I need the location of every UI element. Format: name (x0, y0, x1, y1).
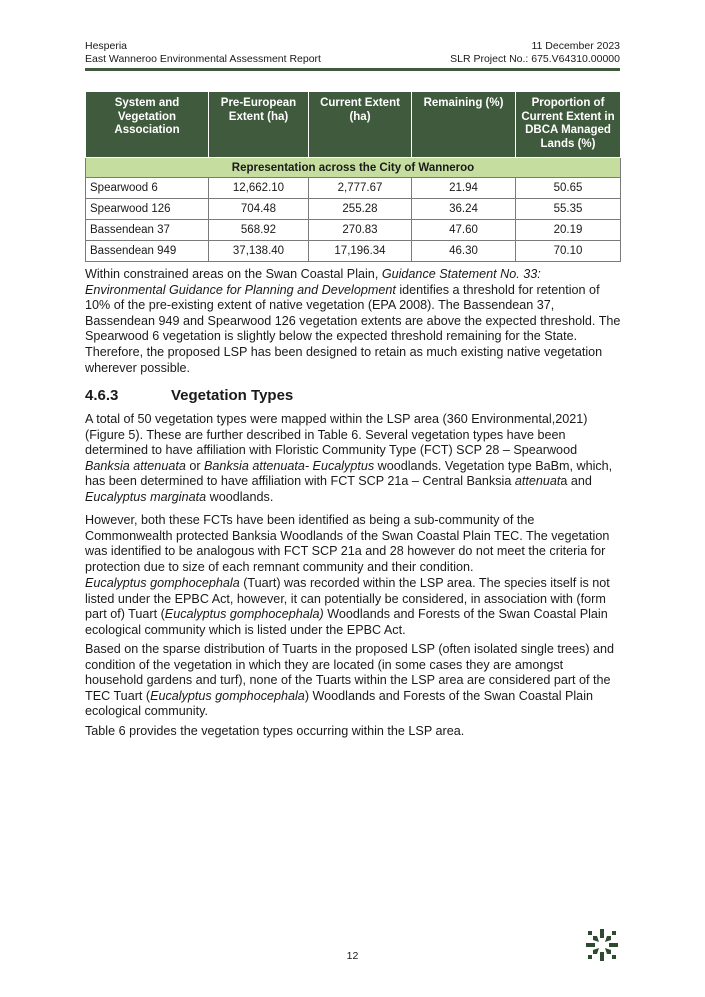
species-name: Eucalyptus gomphocephala (150, 688, 305, 703)
table-row (86, 199, 621, 220)
table-cell: 568.92 (209, 220, 309, 241)
table-cell: 55.35 (516, 199, 621, 220)
text-run: a and (560, 474, 592, 489)
section-number: 4.6.3 (85, 387, 119, 404)
paragraph-table-reference: Table 6 provides the vegetation types occurring within the LSP area. (85, 724, 465, 738)
table-subheader: Representation across the City of Wanneroo (86, 158, 621, 178)
section-heading (85, 387, 293, 404)
table-cell: 255.28 (309, 199, 412, 220)
text-run: or (185, 458, 205, 473)
text-run: Woodlands and Forests of the Swan Coastal Plain ecological community which is listed under the EPBC Act. (85, 607, 608, 637)
table-cell: 36.24 (412, 199, 516, 220)
species-name: Eucalyptus marginata (85, 489, 207, 504)
text-run: woodlands. (206, 489, 274, 504)
text-run: Based on the sparse distribution of Tuarts in the proposed LSP (often isolated single trees) and condition of the vegetation in which they are located (in some cases they are amongst household gardens and turf), none of the Tuarts within the LSP area are considered part of the TEC Tuart ( (85, 642, 615, 703)
table-cell: 2,777.67 (309, 178, 412, 199)
table-cell: 704.48 (209, 199, 309, 220)
table-cell: 50.65 (516, 178, 621, 199)
species-name: Eucalyptus gomphocephala (85, 576, 240, 590)
table-row (86, 241, 621, 262)
text-run: identifies a threshold for retention of 10% of the pre-existing extent of native vegetation (EPA 2008). The Bassendean 37, Bassendean 949 and Spearwood 126 vegetation extents are above the expected threshold. The Spearwood 6 vegetation is slightly below the expected threshold remaining for the State. Therefore, the proposed LSP has been designed to retain as much existing native vegetation wherever possible. (85, 282, 621, 375)
slr-logo-icon (585, 928, 619, 962)
column-header: System and Vegetation Association (86, 92, 209, 158)
header-company: Hesperia (85, 40, 128, 52)
column-header: Remaining (%) (412, 92, 516, 158)
table-row (86, 178, 621, 199)
header-project-number: SLR Project No.: 675.V64310.00000 (450, 53, 620, 65)
table-row (86, 220, 621, 241)
header-divider (85, 68, 620, 71)
species-name: Banksia attenuata- Eucalyptus (204, 458, 375, 473)
table-subheader-row (86, 158, 621, 178)
table-cell: Spearwood 6 (86, 178, 209, 199)
text-run: ) Woodlands and Forests of the Swan Coastal Plain ecological community. (85, 688, 593, 719)
paragraph-tuart-distribution (85, 642, 621, 720)
table-cell: 17,196.34 (309, 241, 412, 262)
text-run: A total of 50 vegetation types were mapped within the LSP area (360 Environmental,2021) (Figure 5). These are further described in Table 6. Several vegetation types have been determined to have affiliation with Floristic Community Type (FCT) SCP 28 – Spearwood (85, 412, 588, 458)
column-header: Current Extent (ha) (309, 92, 412, 158)
table-cell: Bassendean 37 (86, 220, 209, 241)
column-header: Pre-European Extent (ha) (209, 92, 309, 158)
table-cell: Bassendean 949 (86, 241, 209, 262)
table-cell: 37,138.40 (209, 241, 309, 262)
vegetation-extent-table (85, 91, 621, 262)
page-header (85, 40, 620, 66)
paragraph-tuart (85, 576, 621, 638)
column-header: Proportion of Current Extent in DBCA Managed Lands (%) (516, 92, 621, 158)
paragraph-vegetation-types (85, 412, 621, 506)
text-run: (Tuart) was recorded within the LSP area. The species itself is not listed under the EPBC Act, however, it can potentially be considered, in association with (form part of) Tuart ( (85, 576, 610, 622)
table-cell: 46.30 (412, 241, 516, 262)
table-cell: Spearwood 126 (86, 199, 209, 220)
table-cell: 270.83 (309, 220, 412, 241)
species-name: Eucalyptus gomphocephala) (164, 607, 324, 622)
species-name: attenuat (514, 474, 561, 489)
paragraph-fct: However, both these FCTs have been identified as being a sub-community of the Commonwealth protected Banksia Woodlands of the Swan Coastal Plain TEC. The vegetation was identified to be analogous with FCT SCP 21a and 28 however do not meet the criteria for protection due to size of each remnant community and their condition. (85, 513, 610, 574)
species-name: Banksia attenuata (85, 458, 186, 473)
section-title: Vegetation Types (171, 387, 294, 404)
table-cell: 12,662.10 (209, 178, 309, 199)
header-date: 11 December 2023 (531, 40, 620, 52)
table-cell: 20.19 (516, 220, 621, 241)
table-cell: 47.60 (412, 220, 516, 241)
header-report-title: East Wanneroo Environmental Assessment Report (85, 53, 321, 65)
text-run: Within constrained areas on the Swan Coastal Plain, (85, 267, 382, 281)
page-number: 12 (346, 950, 359, 962)
table-header-row (86, 92, 621, 158)
table-cell: 70.10 (516, 241, 621, 262)
text-run: woodlands. Vegetation type BaBm, which, has been determined to have affiliation with FCT SCP 21a – Central Banksia (85, 458, 613, 489)
paragraph-threshold (85, 267, 621, 376)
guidance-statement-title: Guidance Statement No. 33: Environmental Guidance for Planning and Development (85, 267, 541, 297)
table-cell: 21.94 (412, 178, 516, 199)
